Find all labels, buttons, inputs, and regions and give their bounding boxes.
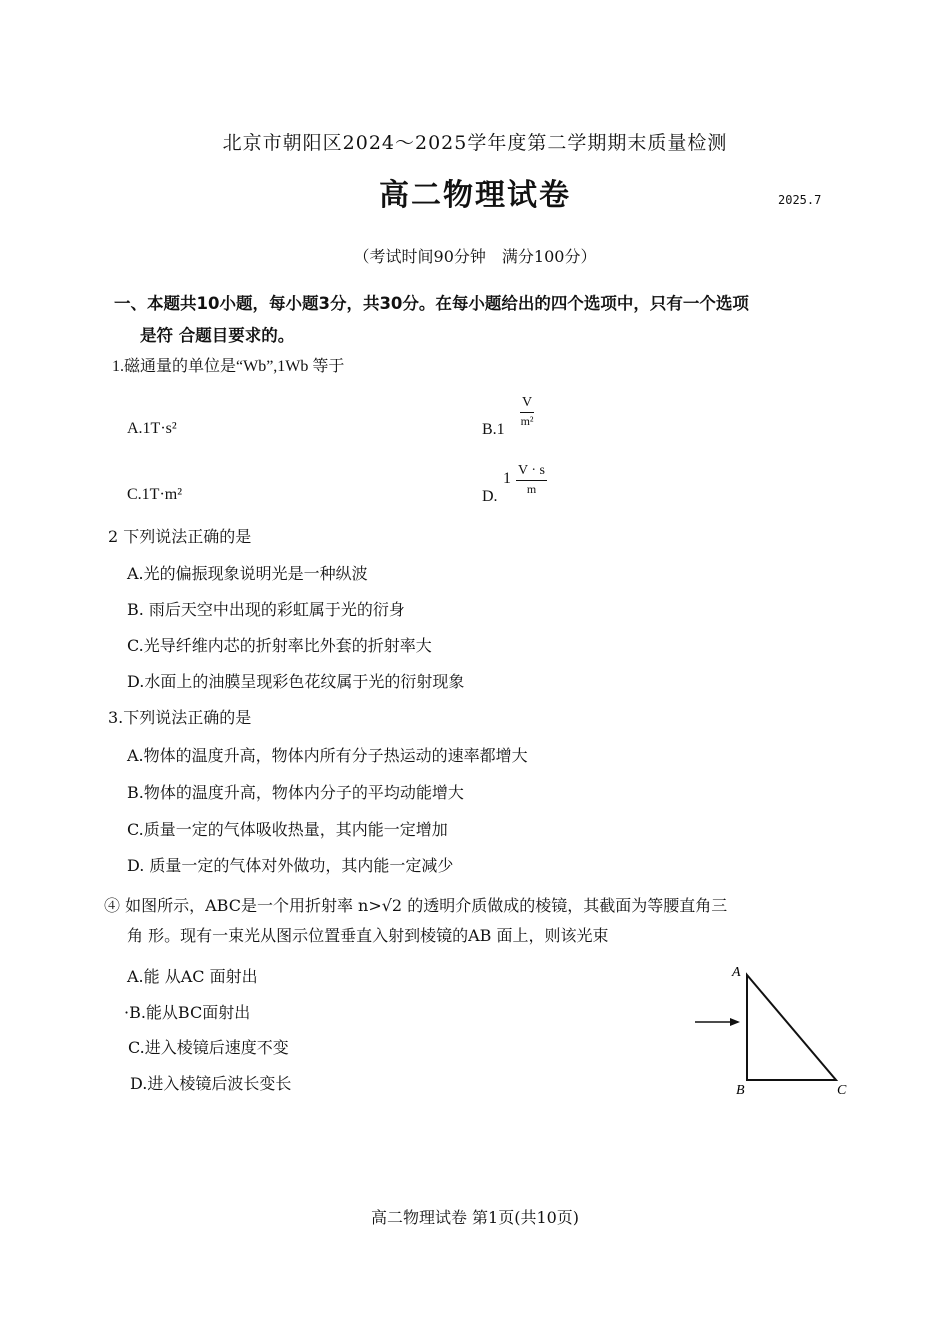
vertex-label-b: B <box>736 1083 745 1098</box>
q4-option-a: A.能 从AC 面射出 <box>127 967 258 986</box>
q2-option-a: A.光的偏振现象说明光是一种纵波 <box>127 564 368 583</box>
q2-stem: 2 下列说法正确的是 <box>108 527 252 546</box>
q1-option-d-prefix: D. <box>482 488 498 505</box>
q4-stem-line1: ④ 如图所示，ABC是一个用折射率 n>√2 的透明介质做成的棱镜，其截面为等腰直角三 <box>104 896 728 915</box>
vertex-label-a: A <box>732 965 741 980</box>
q3-stem: 3.下列说法正确的是 <box>108 708 252 727</box>
exam-date: 2025.7 <box>778 193 822 207</box>
q1-option-b-fraction <box>520 394 534 429</box>
q1-option-d-coefficient: 1 <box>503 470 511 487</box>
q4-option-b: ·B.能从BC面射出 <box>124 1003 251 1022</box>
q3-option-b: B.物体的温度升高，物体内分子的平均动能增大 <box>127 783 464 802</box>
q4-option-c: C.进入棱镜后速度不变 <box>128 1038 289 1057</box>
q1-b-numerator: V <box>522 395 533 410</box>
section-instructions-line2: 是符 合题目要求的。 <box>140 326 295 345</box>
q1-option-c: C.1T·m² <box>127 486 183 503</box>
q1-stem: 1.磁通量的单位是“Wb”,1Wb 等于 <box>112 358 345 375</box>
vertex-label-c: C <box>837 1083 847 1098</box>
ray-arrow-icon <box>730 1018 740 1026</box>
q1-b-denominator: m² <box>520 414 534 428</box>
q2-option-b: B. 雨后天空中出现的彩虹属于光的衍身 <box>127 600 405 619</box>
q3-option-a: A.物体的温度升高，物体内所有分子热运动的速率都增大 <box>127 746 528 765</box>
q1-option-a: A.1T·s² <box>127 420 177 437</box>
page-title: 高二物理试卷 <box>379 178 571 213</box>
section-instructions-line1: 一、本题共10小题，每小题3分，共30分。在每小题给出的四个选项中，只有一个选项 <box>114 294 749 313</box>
prism-diagram <box>690 960 860 1100</box>
q1-option-d-fraction <box>516 462 547 497</box>
prism-triangle <box>747 975 836 1080</box>
q1-d-numerator: V · s <box>518 463 545 478</box>
page-footer: 高二物理试卷 第1页(共10页) <box>370 1208 580 1227</box>
q2-option-d: D.水面上的油膜呈现彩色花纹属于光的衍射现象 <box>127 672 465 691</box>
exam-header: 北京市朝阳区2024～2025学年度第二学期期末质量检测 <box>222 132 728 154</box>
q2-option-c: C.光导纤维内芯的折射率比外套的折射率大 <box>127 636 432 655</box>
q1-option-b-prefix: B.1 <box>482 421 505 438</box>
q1-d-denominator: m <box>526 482 537 496</box>
q3-option-d: D. 质量一定的气体对外做功，其内能一定减少 <box>127 856 454 875</box>
q4-option-d: D.进入棱镜后波长变长 <box>130 1074 292 1093</box>
q3-option-c: C.质量一定的气体吸收热量，其内能一定增加 <box>127 820 448 839</box>
exam-info: （考试时间90分钟 满分100分） <box>353 247 597 266</box>
q4-stem-line2: 角 形。现有一束光从图示位置垂直入射到棱镜的AB 面上，则该光束 <box>127 926 609 945</box>
